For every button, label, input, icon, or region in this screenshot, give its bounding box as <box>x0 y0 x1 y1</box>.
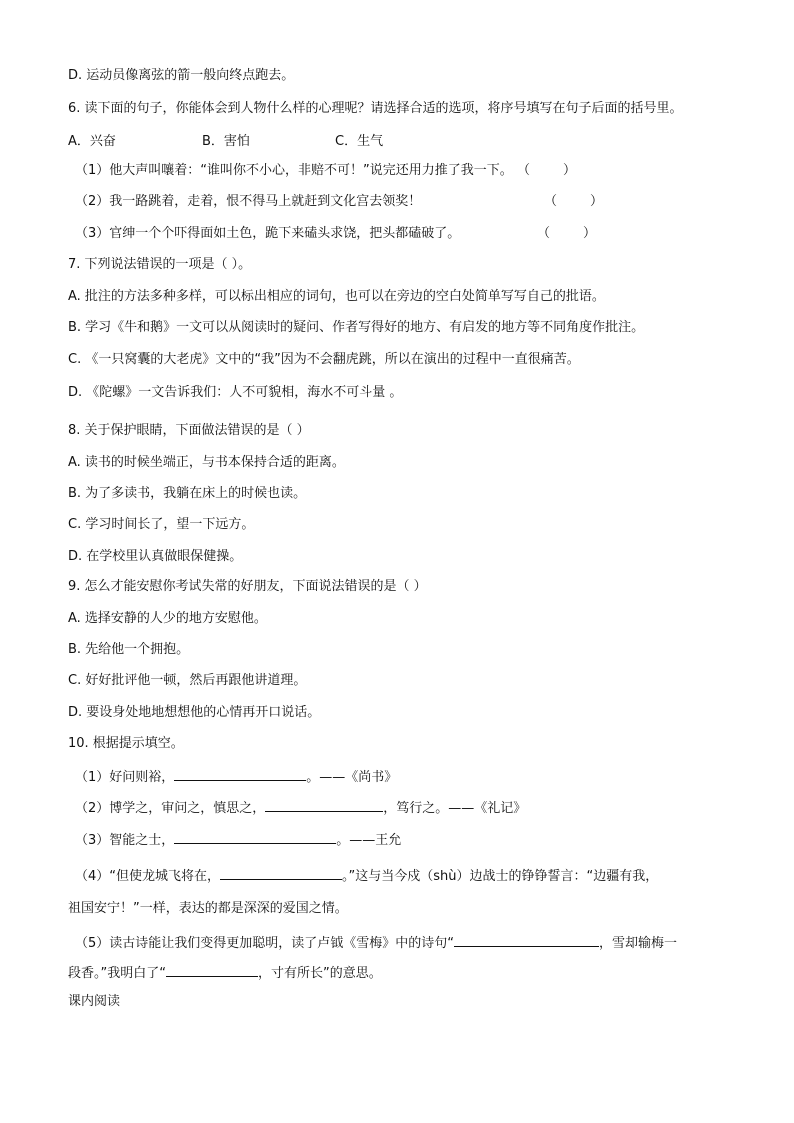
q10-item-4-continuation: 祖国安宁！”一样，表达的都是深深的爱国之情。 <box>68 901 348 916</box>
q7-option-b: B. 学习《牛和鹅》一文可以从阅读时的疑问、作者写得好的地方、有启发的地方等不同角度作批注。 <box>68 320 645 335</box>
section-title: 课内阅读 <box>68 994 121 1009</box>
q10-item-1 <box>75 767 397 786</box>
q5-option-d: D. 运动员像离弦的箭一般向终点跑去。 <box>68 68 295 83</box>
q6-item-1-answer[interactable]: （ ） <box>517 163 577 178</box>
q9-option-d: D. 要设身处地地想想他的心情再开口说话。 <box>68 705 321 720</box>
q8-option-c: C. 学习时间长了，望一下远方。 <box>68 517 255 532</box>
q10-item-2-blank[interactable] <box>265 798 383 812</box>
q10-item-5-prefix: （5）读古诗能让我们变得更加聪明，读了卢钺《雪梅》中的诗句“ <box>75 936 455 951</box>
q6-item-3-answer[interactable]: （ ） <box>537 226 597 241</box>
q10-item-3-blank[interactable] <box>174 830 336 844</box>
q10-item-1-suffix: 。——《尚书》 <box>306 770 398 785</box>
q10-item-5-suffix: ，雪却输梅一 <box>599 936 678 951</box>
q7-option-c: C. 《一只窝囊的大老虎》文中的“我”因为不会翻虎跳，所以在演出的过程中一直很痛苦。 <box>68 352 580 367</box>
q10-item-3 <box>75 830 401 849</box>
q10-item-4-prefix: （4）“但使龙城飞将在， <box>75 869 221 884</box>
q8-option-b: B. 为了多读书，我躺在床上的时候也读。 <box>68 486 307 501</box>
q8-question: 8. 关于保护眼睛，下面做法错误的是（ ） <box>68 423 310 438</box>
q10-item-1-blank[interactable] <box>174 767 306 781</box>
q10-item-2-prefix: （2）博学之，审问之，慎思之， <box>75 801 266 816</box>
q10-item-1-prefix: （1）好问则裕， <box>75 770 175 785</box>
q9-question: 9. 怎么才能安慰你考试失常的好朋友，下面说法错误的是（ ） <box>68 579 427 594</box>
q9-option-c: C. 好好批评他一顿，然后再跟他讲道理。 <box>68 673 307 688</box>
q10-item-4 <box>75 866 658 885</box>
q10-item-4-suffix: 。”这与当今戍（shù）边战士的铮铮誓言：“边疆有我， <box>342 869 659 884</box>
q10-item-3-prefix: （3）智能之士， <box>75 833 175 848</box>
q6-item-3: （3）官绅一个个吓得面如土色，跪下来磕头求饶，把头都磕破了。 <box>75 226 461 241</box>
q10-item-5-blank-1[interactable] <box>454 933 599 947</box>
q6-option-a: A．兴奋 <box>68 134 116 149</box>
q10-item-5 <box>75 933 677 952</box>
q10-item-5-cont-suffix: ，寸有所长”的意思。 <box>257 966 382 981</box>
q6-item-1: （1）他大声叫嚷着：“谁叫你不小心，非赔不可！”说完还用力推了我一下。 <box>75 163 513 178</box>
q6-item-2-answer[interactable]: （ ） <box>544 194 604 209</box>
q7-option-d: D. 《陀螺》一文告诉我们：人不可貌相，海水不可斗量 。 <box>68 385 403 400</box>
q10-item-5-continuation <box>68 963 382 982</box>
q6-option-c: C．生气 <box>335 134 384 149</box>
q10-item-2 <box>75 798 526 817</box>
q10-item-2-suffix: ，笃行之。——《礼记》 <box>383 801 527 816</box>
q10-item-3-suffix: 。——王允 <box>336 833 402 848</box>
q10-item-5-cont-prefix: 段香。”我明白了“ <box>68 966 166 981</box>
q6-option-b: B．害怕 <box>202 134 250 149</box>
q7-question: 7. 下列说法错误的一项是（ ）。 <box>68 257 252 272</box>
q6-question: 6. 读下面的句子，你能体会到人物什么样的心理呢？请选择合适的选项，将序号填写在句子后面的括号里。 <box>68 101 683 116</box>
q10-question: 10. 根据提示填空。 <box>68 736 184 751</box>
q8-option-d: D. 在学校里认真做眼保健操。 <box>68 549 243 564</box>
q10-item-4-blank[interactable] <box>220 866 342 880</box>
q9-option-b: B. 先给他一个拥抱。 <box>68 642 190 657</box>
q7-option-a: A. 批注的方法多种多样，可以标出相应的词句，也可以在旁边的空白处简单写写自己的批语。 <box>68 289 605 304</box>
q9-option-a: A. 选择安静的人少的地方安慰他。 <box>68 611 267 626</box>
q8-option-a: A. 读书的时候坐端正，与书本保持合适的距离。 <box>68 455 345 470</box>
q6-item-2: （2）我一路跳着，走着，恨不得马上就赶到文化宫去领奖！ <box>75 194 422 209</box>
q10-item-5-blank-2[interactable] <box>166 963 258 977</box>
